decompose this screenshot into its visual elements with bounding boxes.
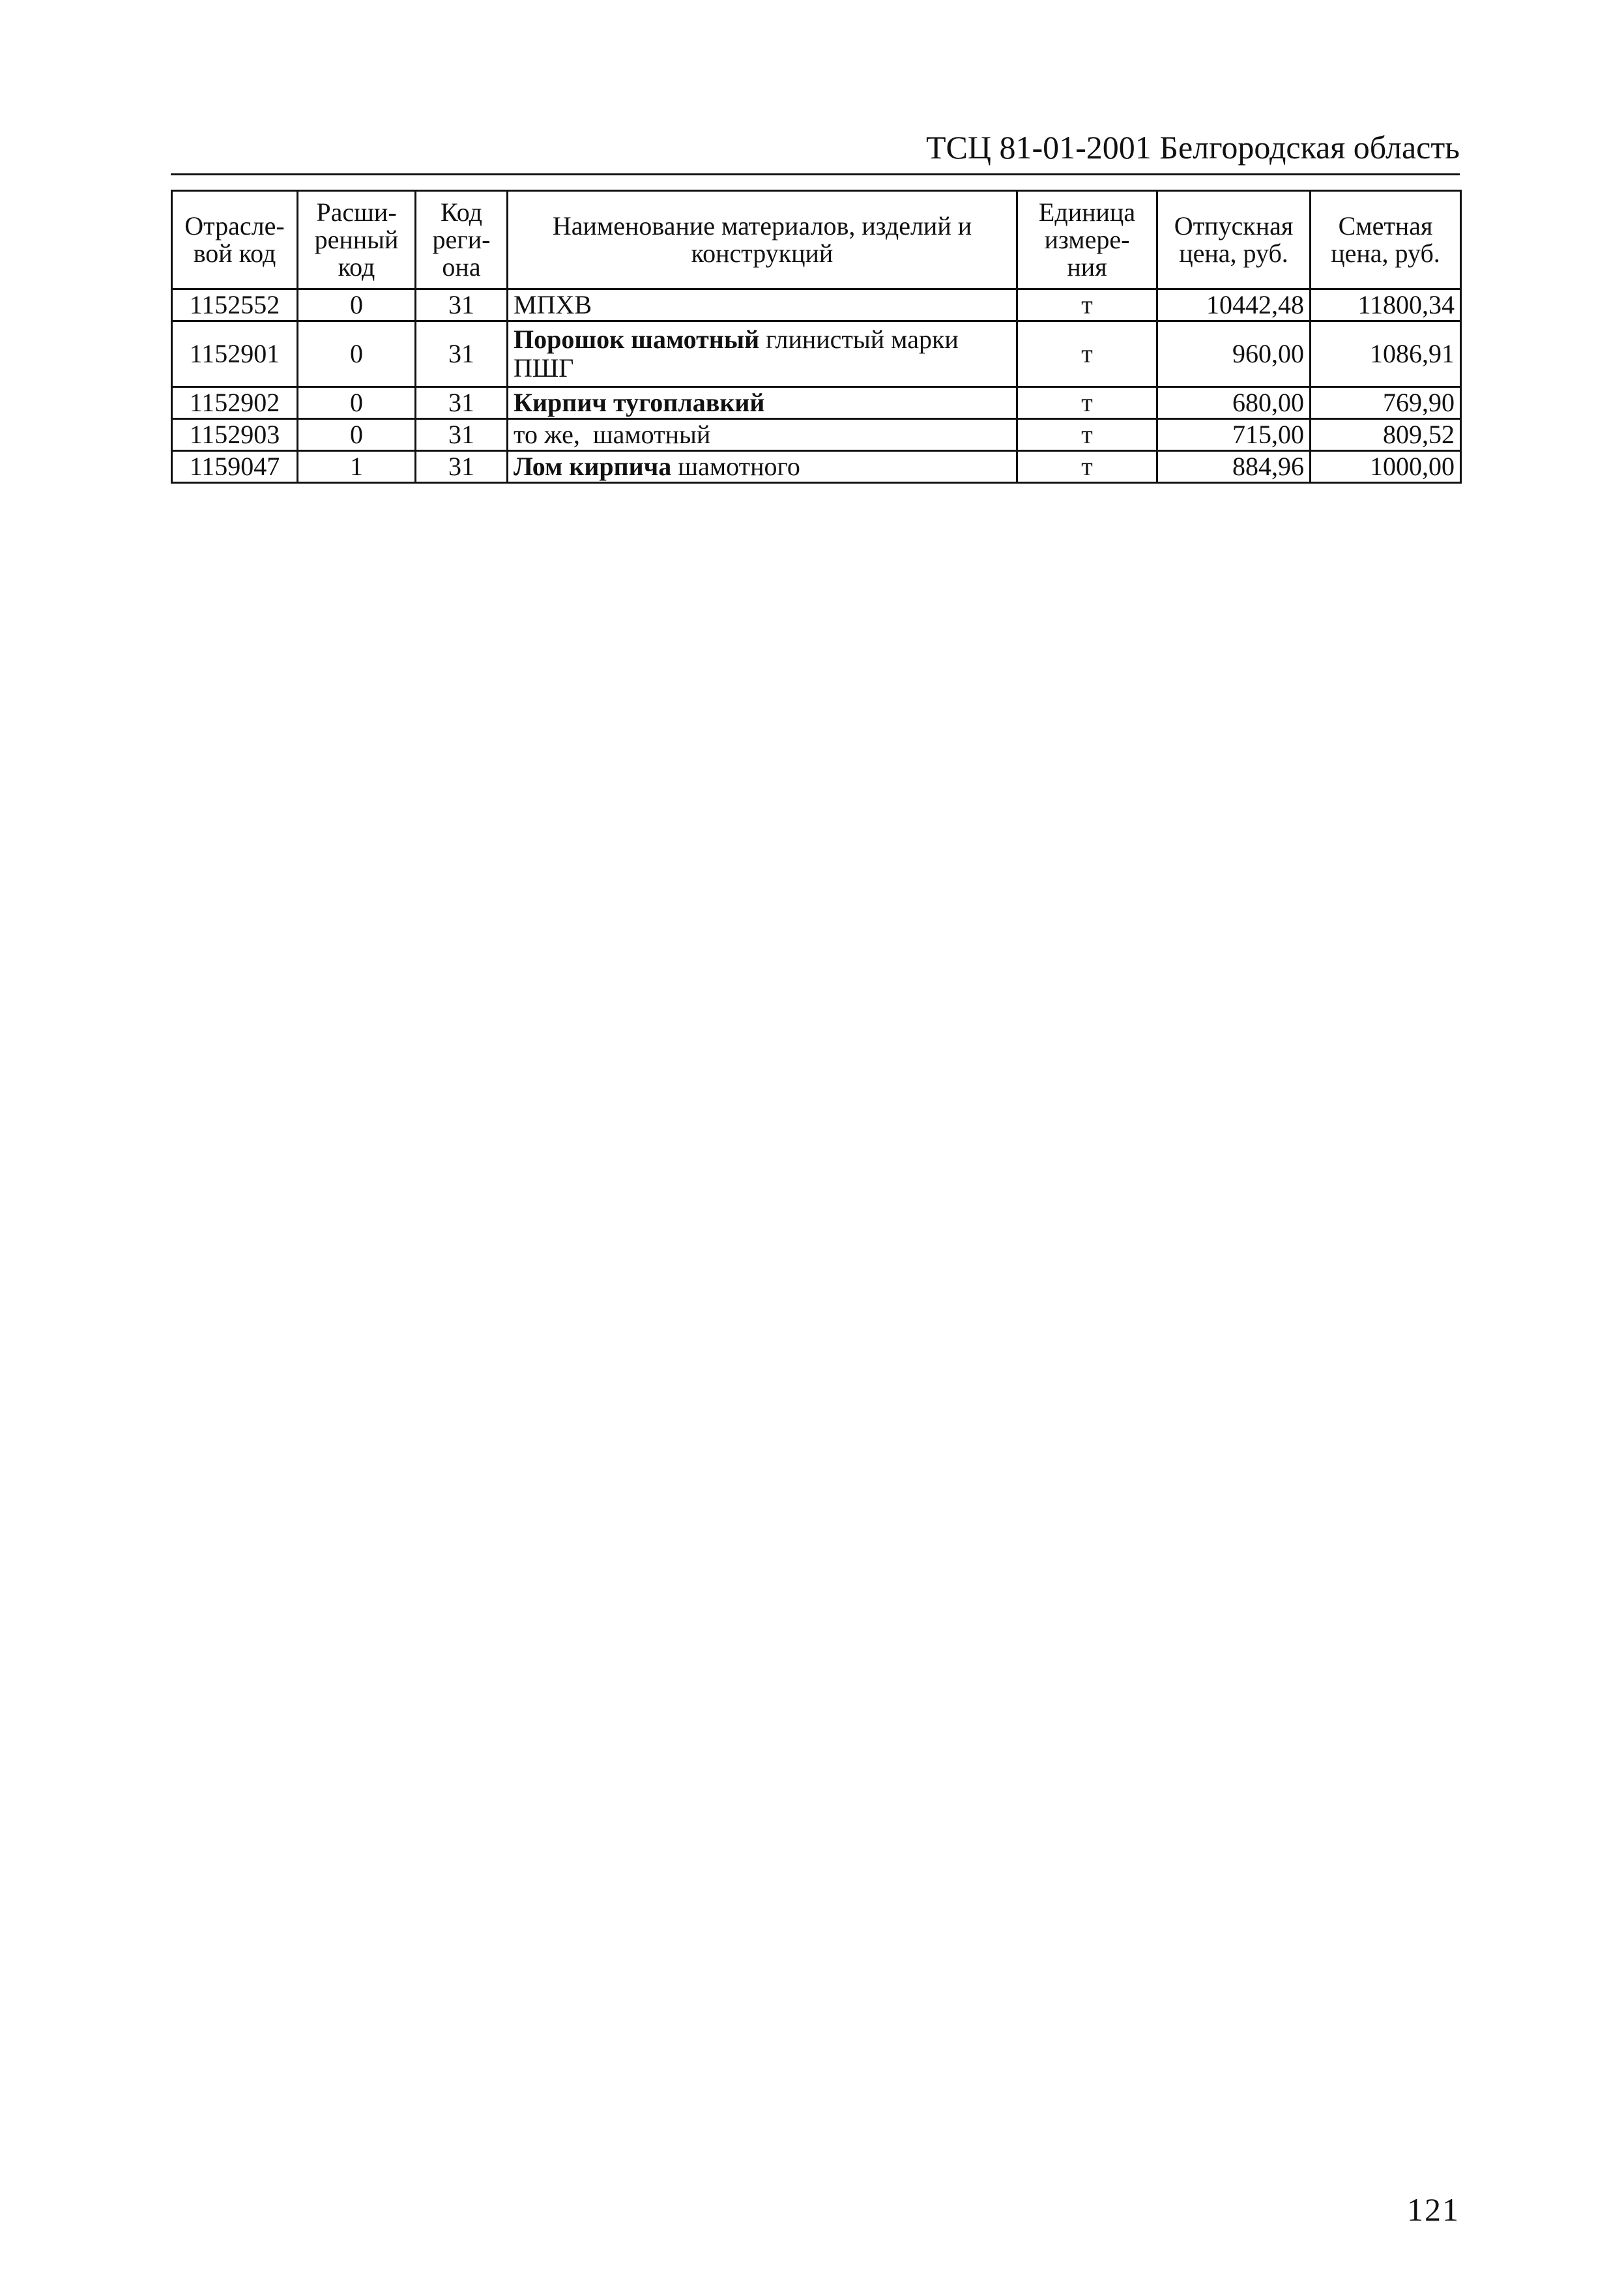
extended-code-cell: 1 bbox=[298, 451, 416, 483]
branch-code-cell: 1159047 bbox=[172, 451, 298, 483]
material-name-bold: Лом кирпича bbox=[514, 452, 672, 481]
material-name-rest: шамотного bbox=[671, 452, 800, 481]
extended-code-cell: 0 bbox=[298, 387, 416, 419]
unit-cell: т bbox=[1017, 289, 1157, 321]
release-price-cell: 960,00 bbox=[1157, 321, 1311, 387]
material-name-cell bbox=[508, 321, 1017, 387]
column-header-estimate-price: Сметная цена, руб. bbox=[1311, 191, 1461, 289]
region-code-cell: 31 bbox=[416, 419, 508, 451]
material-name-rest: МПХВ bbox=[514, 290, 592, 319]
estimate-price-cell: 11800,34 bbox=[1311, 289, 1461, 321]
release-price-cell: 680,00 bbox=[1157, 387, 1311, 419]
estimate-price-cell: 769,90 bbox=[1311, 387, 1461, 419]
branch-code-cell: 1152552 bbox=[172, 289, 298, 321]
column-header-region-code: Код реги- она bbox=[416, 191, 508, 289]
material-name-cell bbox=[508, 451, 1017, 483]
table-row bbox=[172, 451, 1461, 483]
table-row bbox=[172, 419, 1461, 451]
table-row bbox=[172, 387, 1461, 419]
column-header-material-name: Наименование материалов, изделий и конструкций bbox=[508, 191, 1017, 289]
extended-code-cell: 0 bbox=[298, 419, 416, 451]
estimate-price-cell: 1000,00 bbox=[1311, 451, 1461, 483]
column-header-branch-code: Отрасле- вой код bbox=[172, 191, 298, 289]
release-price-cell: 10442,48 bbox=[1157, 289, 1311, 321]
region-code-cell: 31 bbox=[416, 321, 508, 387]
region-code-cell: 31 bbox=[416, 387, 508, 419]
material-name-rest: глинистый марки ПШГ bbox=[514, 325, 959, 383]
page-number: 121 bbox=[1407, 2191, 1460, 2228]
material-name-cell bbox=[508, 387, 1017, 419]
unit-cell: т bbox=[1017, 387, 1157, 419]
estimate-price-cell: 809,52 bbox=[1311, 419, 1461, 451]
price-table bbox=[171, 190, 1462, 484]
branch-code-cell: 1152902 bbox=[172, 387, 298, 419]
estimate-price-cell: 1086,91 bbox=[1311, 321, 1461, 387]
material-name-bold: Кирпич тугоплавкий bbox=[514, 388, 765, 417]
table-header-row bbox=[172, 191, 1461, 289]
table-row bbox=[172, 321, 1461, 387]
unit-cell: т bbox=[1017, 451, 1157, 483]
extended-code-cell: 0 bbox=[298, 289, 416, 321]
table-row bbox=[172, 289, 1461, 321]
material-name-cell bbox=[508, 419, 1017, 451]
page-header bbox=[171, 128, 1460, 175]
branch-code-cell: 1152901 bbox=[172, 321, 298, 387]
material-name-rest: то же, шамотный bbox=[514, 420, 711, 449]
document-title: ТСЦ 81-01-2001 Белгородская область bbox=[925, 129, 1460, 166]
release-price-cell: 884,96 bbox=[1157, 451, 1311, 483]
region-code-cell: 31 bbox=[416, 289, 508, 321]
column-header-unit: Единица измере- ния bbox=[1017, 191, 1157, 289]
region-code-cell: 31 bbox=[416, 451, 508, 483]
unit-cell: т bbox=[1017, 419, 1157, 451]
material-name-cell bbox=[508, 289, 1017, 321]
column-header-release-price: Отпускная цена, руб. bbox=[1157, 191, 1311, 289]
column-header-extended-code: Расши- ренный код bbox=[298, 191, 416, 289]
extended-code-cell: 0 bbox=[298, 321, 416, 387]
branch-code-cell: 1152903 bbox=[172, 419, 298, 451]
release-price-cell: 715,00 bbox=[1157, 419, 1311, 451]
material-name-bold: Порошок шамотный bbox=[514, 325, 760, 354]
unit-cell: т bbox=[1017, 321, 1157, 387]
